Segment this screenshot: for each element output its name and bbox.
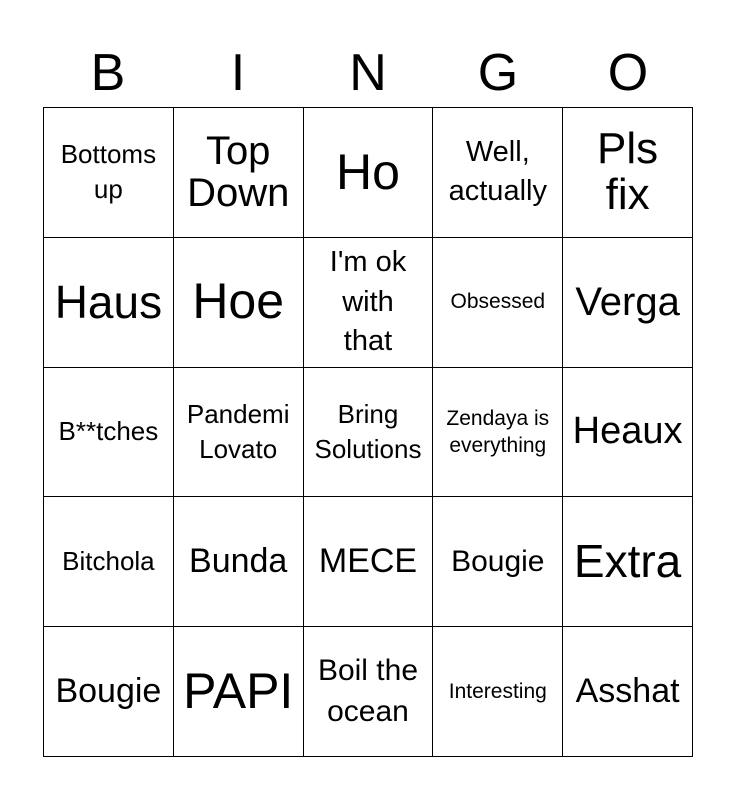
cell-text: B**tches	[58, 416, 159, 447]
bingo-cell[interactable]	[304, 108, 434, 238]
cell-text: Verga	[575, 280, 680, 325]
cell-text: Extra	[573, 535, 682, 588]
header-letter-b: B	[90, 44, 126, 102]
bingo-cell[interactable]	[433, 627, 563, 757]
bingo-cell[interactable]	[563, 497, 693, 627]
bingo-header	[43, 40, 693, 106]
header-letter-o: O	[607, 44, 649, 102]
bingo-cell[interactable]	[304, 368, 434, 498]
bingo-cell[interactable]	[174, 368, 304, 498]
bingo-cell[interactable]	[174, 108, 304, 238]
bingo-cell[interactable]	[563, 108, 693, 238]
cell-text: Haus	[54, 275, 163, 328]
bingo-cell[interactable]	[44, 627, 174, 757]
cell-text: Bring Solutions	[314, 398, 422, 464]
bingo-cell[interactable]	[174, 627, 304, 757]
cell-text: I'm ok with that	[329, 246, 407, 357]
bingo-cell[interactable]	[174, 497, 304, 627]
cell-text: Well, actually	[448, 136, 547, 208]
header-letter-g: G	[477, 44, 519, 102]
cell-text: MECE	[318, 541, 418, 580]
cell-text: Bougie	[451, 544, 545, 578]
bingo-cell[interactable]	[563, 627, 693, 757]
cell-text: Zendaya is everything	[446, 406, 550, 457]
bingo-cell[interactable]	[304, 497, 434, 627]
bingo-cell[interactable]	[304, 238, 434, 368]
bingo-cell[interactable]	[433, 238, 563, 368]
bingo-cell[interactable]	[433, 368, 563, 498]
bingo-cell[interactable]	[433, 497, 563, 627]
cell-text: Boil the ocean	[317, 654, 419, 728]
bingo-cell[interactable]	[44, 497, 174, 627]
bingo-board	[43, 107, 693, 757]
cell-text: Hoe	[192, 273, 285, 330]
header-letter-i: I	[230, 44, 246, 102]
bingo-cell[interactable]	[44, 108, 174, 238]
bingo-cell[interactable]	[304, 627, 434, 757]
header-letter-n: N	[349, 44, 387, 102]
cell-text: Obsessed	[450, 290, 546, 314]
bingo-cell[interactable]	[174, 238, 304, 368]
cell-text: Bottoms up	[60, 139, 157, 205]
bingo-cell[interactable]	[44, 368, 174, 498]
cell-text: Asshat	[575, 671, 680, 710]
cell-text: Top Down	[187, 129, 290, 216]
cell-text: Ho	[336, 143, 400, 200]
cell-text: PAPI	[183, 662, 294, 719]
bingo-cell[interactable]	[563, 368, 693, 498]
cell-text: Bunda	[189, 541, 288, 580]
cell-text: Pls fix	[597, 124, 659, 220]
cell-text: Bitchola	[62, 546, 155, 577]
bingo-cell[interactable]	[563, 238, 693, 368]
cell-text: Interesting	[448, 679, 547, 703]
cell-text: Pandemi Lovato	[186, 398, 290, 464]
cell-text: Bougie	[55, 671, 162, 710]
bingo-cell[interactable]	[433, 108, 563, 238]
bingo-cell[interactable]	[44, 238, 174, 368]
cell-text: Heaux	[572, 410, 683, 453]
